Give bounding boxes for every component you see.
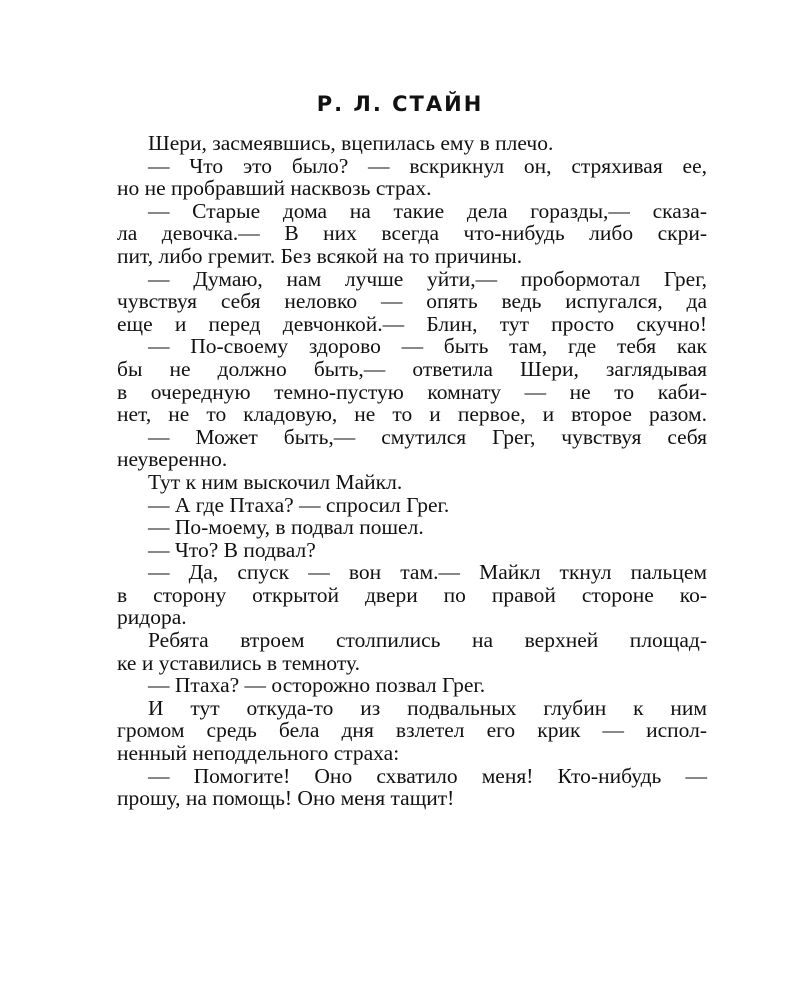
text-line: — Думаю, нам лучше уйти,— пробормотал Грег, (148, 266, 707, 291)
text-line: прошу, на помощь! Оно меня тащит! (117, 786, 455, 811)
text-line: — Может быть,— смутился Грег, чувствуя себя (148, 424, 707, 449)
text-line: ридора. (117, 605, 187, 630)
text-line: — Да, спуск — вон там.— Майкл ткнул пальцем (148, 560, 707, 585)
text-line: — Что это было? — вскрикнул он, стряхивая ее, (148, 153, 707, 178)
text-line: но не пробравший насквозь страх. (117, 176, 432, 201)
text-line: пит, либо гремит. Без всякой на то причины. (117, 243, 523, 268)
text-line: — По-моему, в подвал пошел. (148, 515, 424, 540)
text-line: Шери, засмеявшись, вцепилась ему в плечо. (148, 131, 554, 155)
text-line: Тут к ним выскочил Майкл. (148, 469, 403, 494)
text-line: неуверенно. (117, 447, 228, 472)
text-line: чувствуя себя неловко — опять ведь испугался, да (117, 289, 707, 314)
text-line: — А где Птаха? — спросил Грег. (148, 492, 450, 517)
running-head-author: Р. Л. СТАЙН (316, 92, 484, 116)
text-line: — Птаха? — осторожно позвал Грег. (148, 673, 486, 698)
text-line: — Помогите! Оно схватило меня! Кто-нибудь — (148, 763, 707, 788)
text-line: бы не должно быть,— ответила Шери, заглядывая (117, 356, 707, 381)
text-line: в очередную темно-пустую комнату — не то каби- (117, 379, 707, 404)
text-line: — Старые дома на такие дела горазды,— сказа- (148, 198, 707, 223)
text-line: И тут откуда-то из подвальных глубин к ним (148, 695, 707, 720)
text-line: в сторону открытой двери по правой стороне ко- (117, 582, 707, 607)
text-line: ненный неподдельного страха: (117, 741, 400, 766)
text-line: — Что? В подвал? (148, 537, 316, 562)
text-line: — По-своему здорово — быть там, где тебя как (148, 334, 707, 359)
text-line: ла девочка.— В них всегда что-нибудь либо скри- (117, 221, 707, 246)
text-line: еще и перед девчонкой.— Блин, тут просто скучно! (117, 311, 707, 336)
text-line: ке и уставились в темноту. (117, 650, 360, 675)
text-line: Ребята втроем столпились на верхней площад- (148, 628, 707, 653)
text-line: громом средь бела дня взлетел его крик — испол- (117, 718, 707, 743)
body-text (117, 132, 707, 810)
text-line: нет, не то кладовую, не то и первое, и второе разом. (117, 402, 707, 427)
